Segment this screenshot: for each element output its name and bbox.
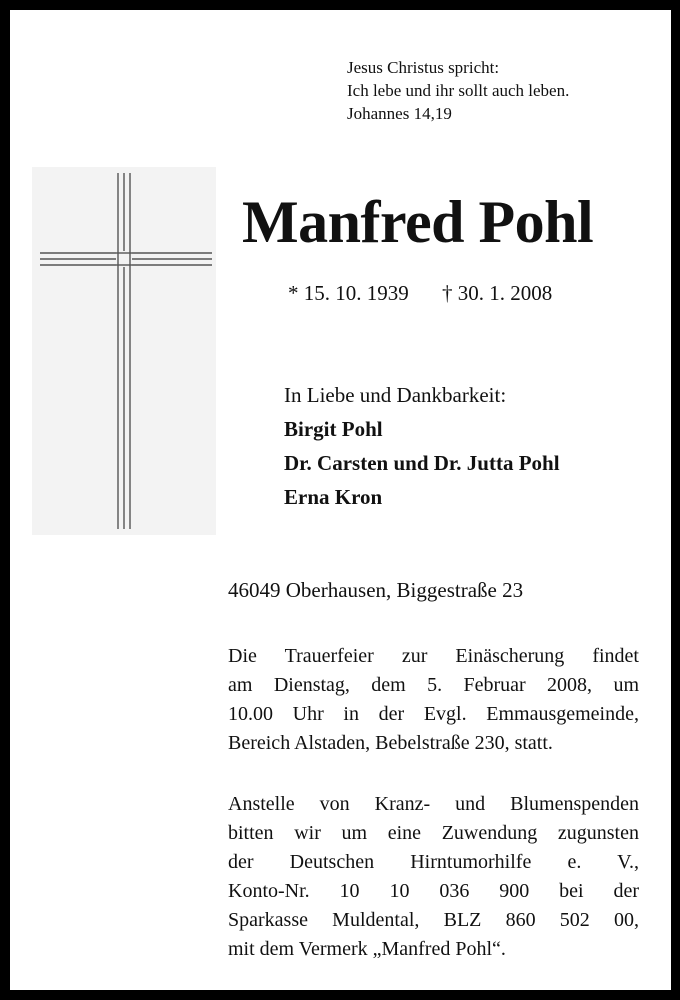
donation-line: mit dem Vermerk „Manfred Pohl“.: [228, 938, 506, 960]
family-member: Erna Kron: [284, 485, 383, 509]
service-line: am Dienstag, dem 5. Februar 2008, um: [228, 674, 639, 696]
service-line: Bereich Alstaden, Bebelstraße 230, statt.: [228, 732, 553, 754]
cross-icon: [32, 167, 216, 535]
service-paragraph: [228, 642, 639, 758]
address: 46049 Oberhausen, Biggestraße 23: [228, 578, 524, 602]
service-line: 10.00 Uhr in der Evgl. Emmausgemeinde,: [228, 703, 639, 725]
quote-line-2: Ich lebe und ihr sollt auch leben.: [347, 81, 570, 100]
donation-line: der Deutschen Hirntumorhilfe e. V.,: [228, 851, 639, 873]
life-dates: [288, 280, 552, 306]
donation-line: Sparkasse Muldental, BLZ 860 502 00,: [228, 909, 639, 931]
quote-line-1: Jesus Christus spricht:: [347, 58, 500, 77]
family-intro: In Liebe und Dankbarkeit:: [284, 383, 507, 407]
family-member: Dr. Carsten und Dr. Jutta Pohl: [284, 451, 560, 475]
deceased-name: Manfred Pohl: [242, 189, 594, 255]
family-block: [284, 378, 560, 514]
quote-line-3: Johannes 14,19: [347, 104, 452, 123]
family-member: Birgit Pohl: [284, 417, 383, 441]
bible-quote: [347, 56, 569, 125]
donation-paragraph: [228, 790, 639, 964]
service-line: Die Trauerfeier zur Einäscherung findet: [228, 645, 639, 667]
donation-line: bitten wir um eine Zuwendung zugunsten: [228, 822, 639, 844]
death-date: † 30. 1. 2008: [442, 281, 553, 305]
birth-date: * 15. 10. 1939: [288, 281, 409, 305]
cross-panel: [32, 167, 216, 535]
donation-line: Anstelle von Kranz- und Blumenspenden: [228, 793, 639, 815]
donation-line: Konto-Nr. 10 10 036 900 bei der: [228, 880, 639, 902]
